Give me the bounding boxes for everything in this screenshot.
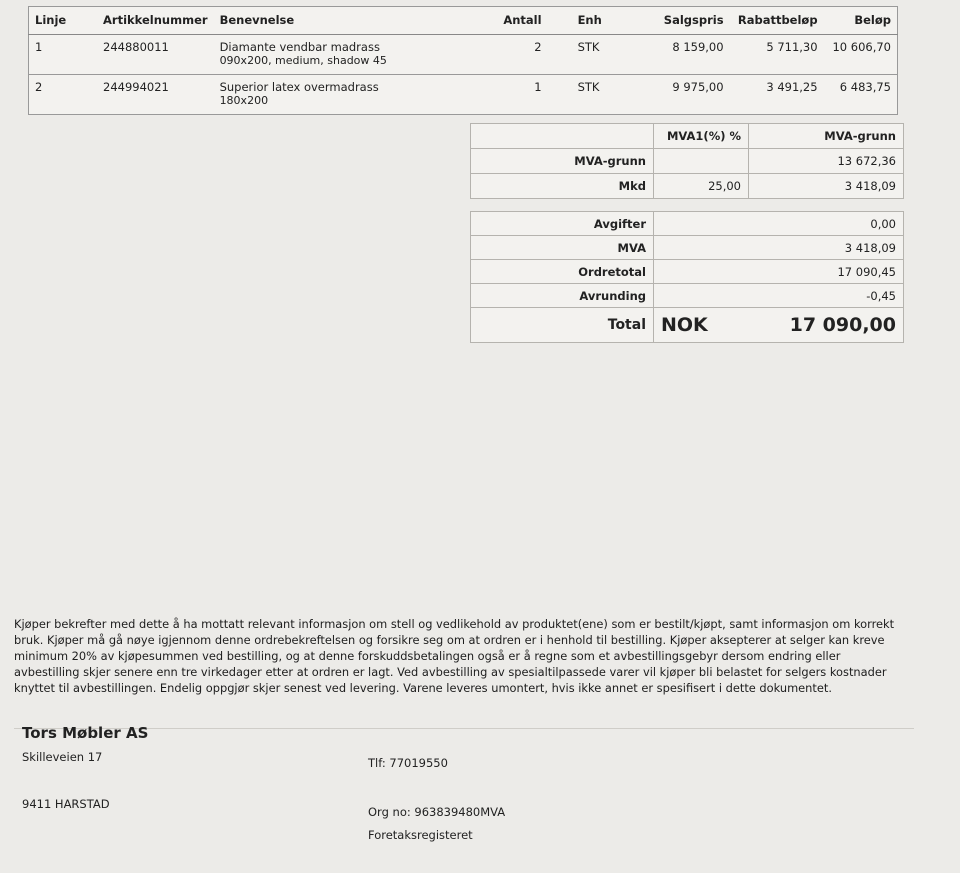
totals-row — [471, 284, 904, 308]
avgifter-value: 0,00 — [654, 212, 904, 236]
cell-belop: 10 606,70 — [824, 35, 898, 75]
company-street: Skilleveien 17 — [22, 750, 103, 764]
cell-antall: 1 — [476, 75, 548, 115]
cell-salgspris: 8 159,00 — [648, 35, 730, 75]
cell-enh: STK — [548, 35, 648, 75]
desc-line2: 180x200 — [219, 94, 269, 107]
company-org-no: Org no: 963839480MVA — [368, 805, 506, 819]
desc-line1: Diamante vendbar madrass — [219, 40, 380, 54]
table-row — [29, 35, 898, 75]
cell-enh: STK — [548, 75, 648, 115]
totals-row — [471, 212, 904, 236]
col-artikkelnummer: Artikkelnummer — [97, 7, 214, 35]
total-label: Total — [471, 308, 654, 343]
mva-pct-header: MVA1(%) % — [654, 124, 749, 149]
cell-linje: 1 — [29, 35, 98, 75]
company-register: Foretaksregisteret — [368, 828, 473, 842]
mva-value: 3 418,09 — [654, 236, 904, 260]
mva-grunn-label: MVA-grunn — [471, 149, 654, 174]
desc-line1: Superior latex overmadrass — [219, 80, 379, 94]
total-currency: NOK — [654, 308, 749, 343]
cell-belop: 6 483,75 — [824, 75, 898, 115]
col-linje: Linje — [29, 7, 98, 35]
col-rabattbelop: Rabattbeløp — [730, 7, 824, 35]
desc-line2: 090x200, medium, shadow 45 — [219, 54, 387, 67]
cell-linje: 2 — [29, 75, 98, 115]
table-header-row — [29, 7, 898, 35]
mkd-pct: 25,00 — [654, 174, 749, 199]
col-salgspris: Salgspris — [648, 7, 730, 35]
cell-benevnelse — [214, 75, 476, 115]
mkd-label: Mkd — [471, 174, 654, 199]
totals-row — [471, 260, 904, 284]
company-zip: 9411 HARSTAD — [22, 797, 110, 811]
ordretotal-value: 17 090,45 — [654, 260, 904, 284]
avgifter-label: Avgifter — [471, 212, 654, 236]
order-lines-table — [28, 6, 898, 115]
cell-rabatt: 3 491,25 — [730, 75, 824, 115]
totals-table — [470, 211, 904, 343]
totals-row — [471, 236, 904, 260]
company-name: Tors Møbler AS — [22, 724, 149, 742]
mva-header-row — [471, 124, 904, 149]
mkd-value: 3 418,09 — [749, 174, 904, 199]
col-antall: Antall — [476, 7, 548, 35]
cell-artikkel: 244880011 — [97, 35, 214, 75]
table-row — [29, 75, 898, 115]
cell-artikkel: 244994021 — [97, 75, 214, 115]
cell-benevnelse — [214, 35, 476, 75]
mva-label: MVA — [471, 236, 654, 260]
mva-table — [470, 123, 904, 199]
cell-salgspris: 9 975,00 — [648, 75, 730, 115]
avrunding-value: -0,45 — [654, 284, 904, 308]
footer-divider — [14, 728, 914, 729]
cell-rabatt: 5 711,30 — [730, 35, 824, 75]
cell-antall: 2 — [476, 35, 548, 75]
col-belop: Beløp — [824, 7, 898, 35]
mva-row — [471, 174, 904, 199]
col-enh: Enh — [548, 7, 648, 35]
mva-row — [471, 149, 904, 174]
avrunding-label: Avrunding — [471, 284, 654, 308]
grand-total-row — [471, 308, 904, 343]
terms-paragraph: Kjøper bekrefter med dette å ha mottatt relevant informasjon om stell og vedlikehold av produktet(ene) som er bestilt/kjøpt, samt informasjon om korrekt bruk. Kjøper må gå nøye igjennom denne ordrebekreftelsen og forsikre seg om at ordren er i henhold til bestilling. Kjøper aksepterer at selger kan kreve minimum 20% av kjøpesummen ved bestilling, og at denne forskuddsbetalingen også er å regne som et avbestillingsgebyr dersom endring eller avbestilling skjer senere enn tre virkedager etter at ordren er lagt. Ved avbestilling av spesialtilpassede varer vil kjøper bli belastet for selgers kostnader knyttet til avbestillingen. Endelig oppgjør skjer senest ved levering. Varene leveres umontert, hvis ikke annet er spesifisert i dette dokumentet. — [14, 617, 895, 695]
ordretotal-label: Ordretotal — [471, 260, 654, 284]
col-benevnelse: Benevnelse — [214, 7, 476, 35]
mva-grunn-value: 13 672,36 — [749, 149, 904, 174]
company-phone: Tlf: 77019550 — [368, 756, 448, 770]
mva-grunn-header: MVA-grunn — [749, 124, 904, 149]
total-amount: 17 090,00 — [748, 308, 904, 343]
